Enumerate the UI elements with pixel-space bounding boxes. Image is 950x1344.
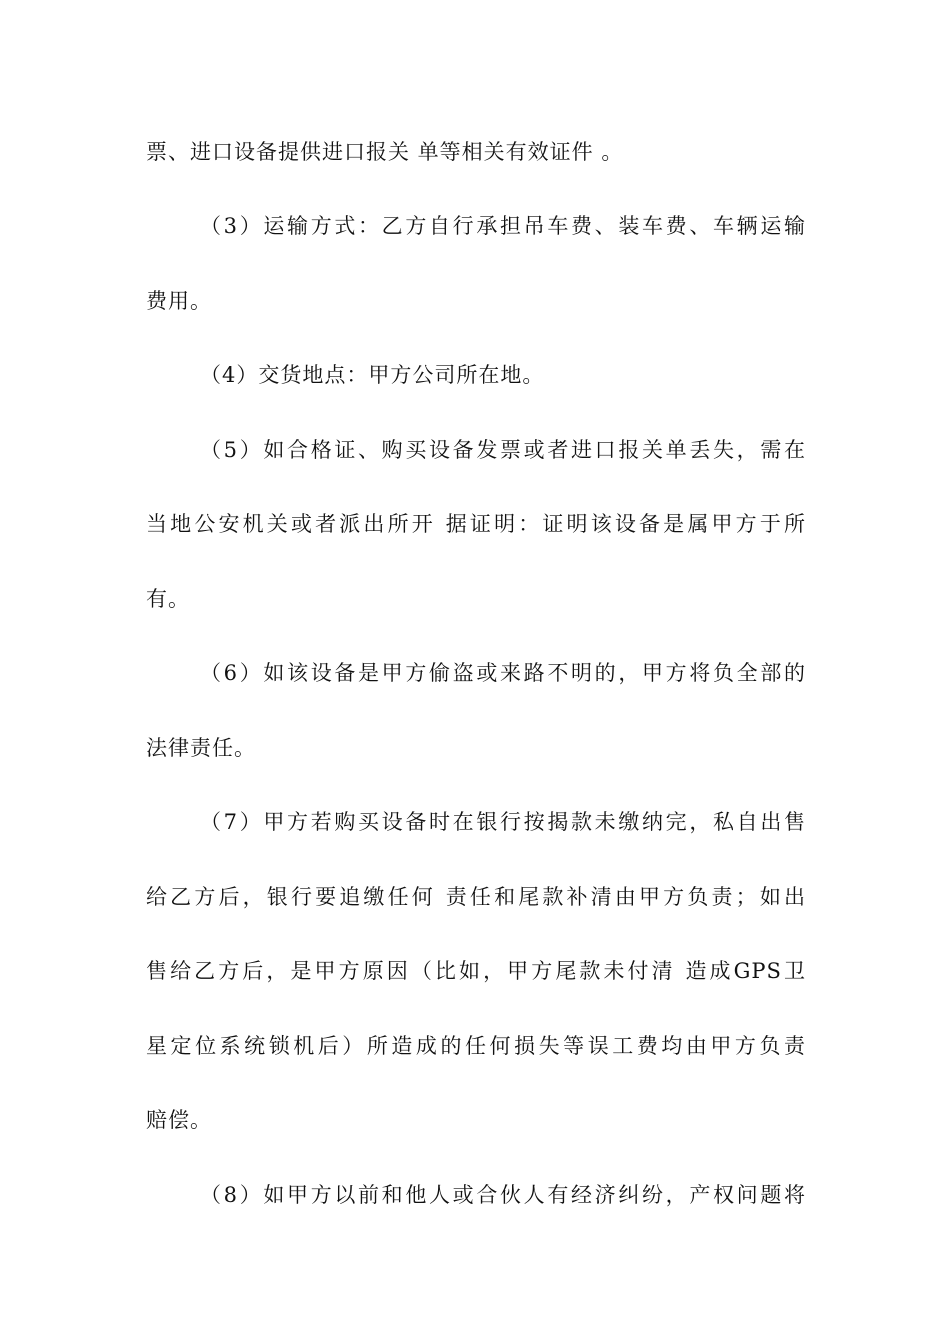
text-line: （8）如甲方以前和他人或合伙人有经济纠纷，产权问题将 (200, 1183, 806, 1207)
text-line: （4）交货地点：甲方公司所在地。 (200, 363, 545, 387)
text-line: 当地公安机关或者派出所开 据证明：证明该设备是属甲方于所 (146, 512, 806, 536)
text-line: 法律责任。 (146, 736, 256, 760)
text-line: （5）如合格证、购买设备发票或者进口报关单丢失，需在 (200, 438, 806, 462)
text-line: （3）运输方式：乙方自行承担吊车费、装车费、车辆运输 (200, 214, 806, 238)
text-line: 费用。 (146, 289, 212, 313)
text-line: 售给乙方后，是甲方原因（比如，甲方尾款未付清 造成GPS卫 (146, 959, 806, 983)
text-line: （7）甲方若购买设备时在银行按揭款未缴纳完，私自出售 (200, 810, 806, 834)
text-line: 有。 (146, 587, 190, 611)
text-line: 星定位系统锁机后）所造成的任何损失等误工费均由甲方负责 (146, 1034, 806, 1058)
text-line: 票、进口设备提供进口报关 单等相关有效证件 。 (146, 140, 624, 164)
text-line: 给乙方后，银行要追缴任何 责任和尾款补清由甲方负责；如出 (146, 885, 806, 909)
text-line: （6）如该设备是甲方偷盗或来路不明的，甲方将负全部的 (200, 661, 806, 685)
text-line: 赔偿。 (146, 1108, 212, 1132)
